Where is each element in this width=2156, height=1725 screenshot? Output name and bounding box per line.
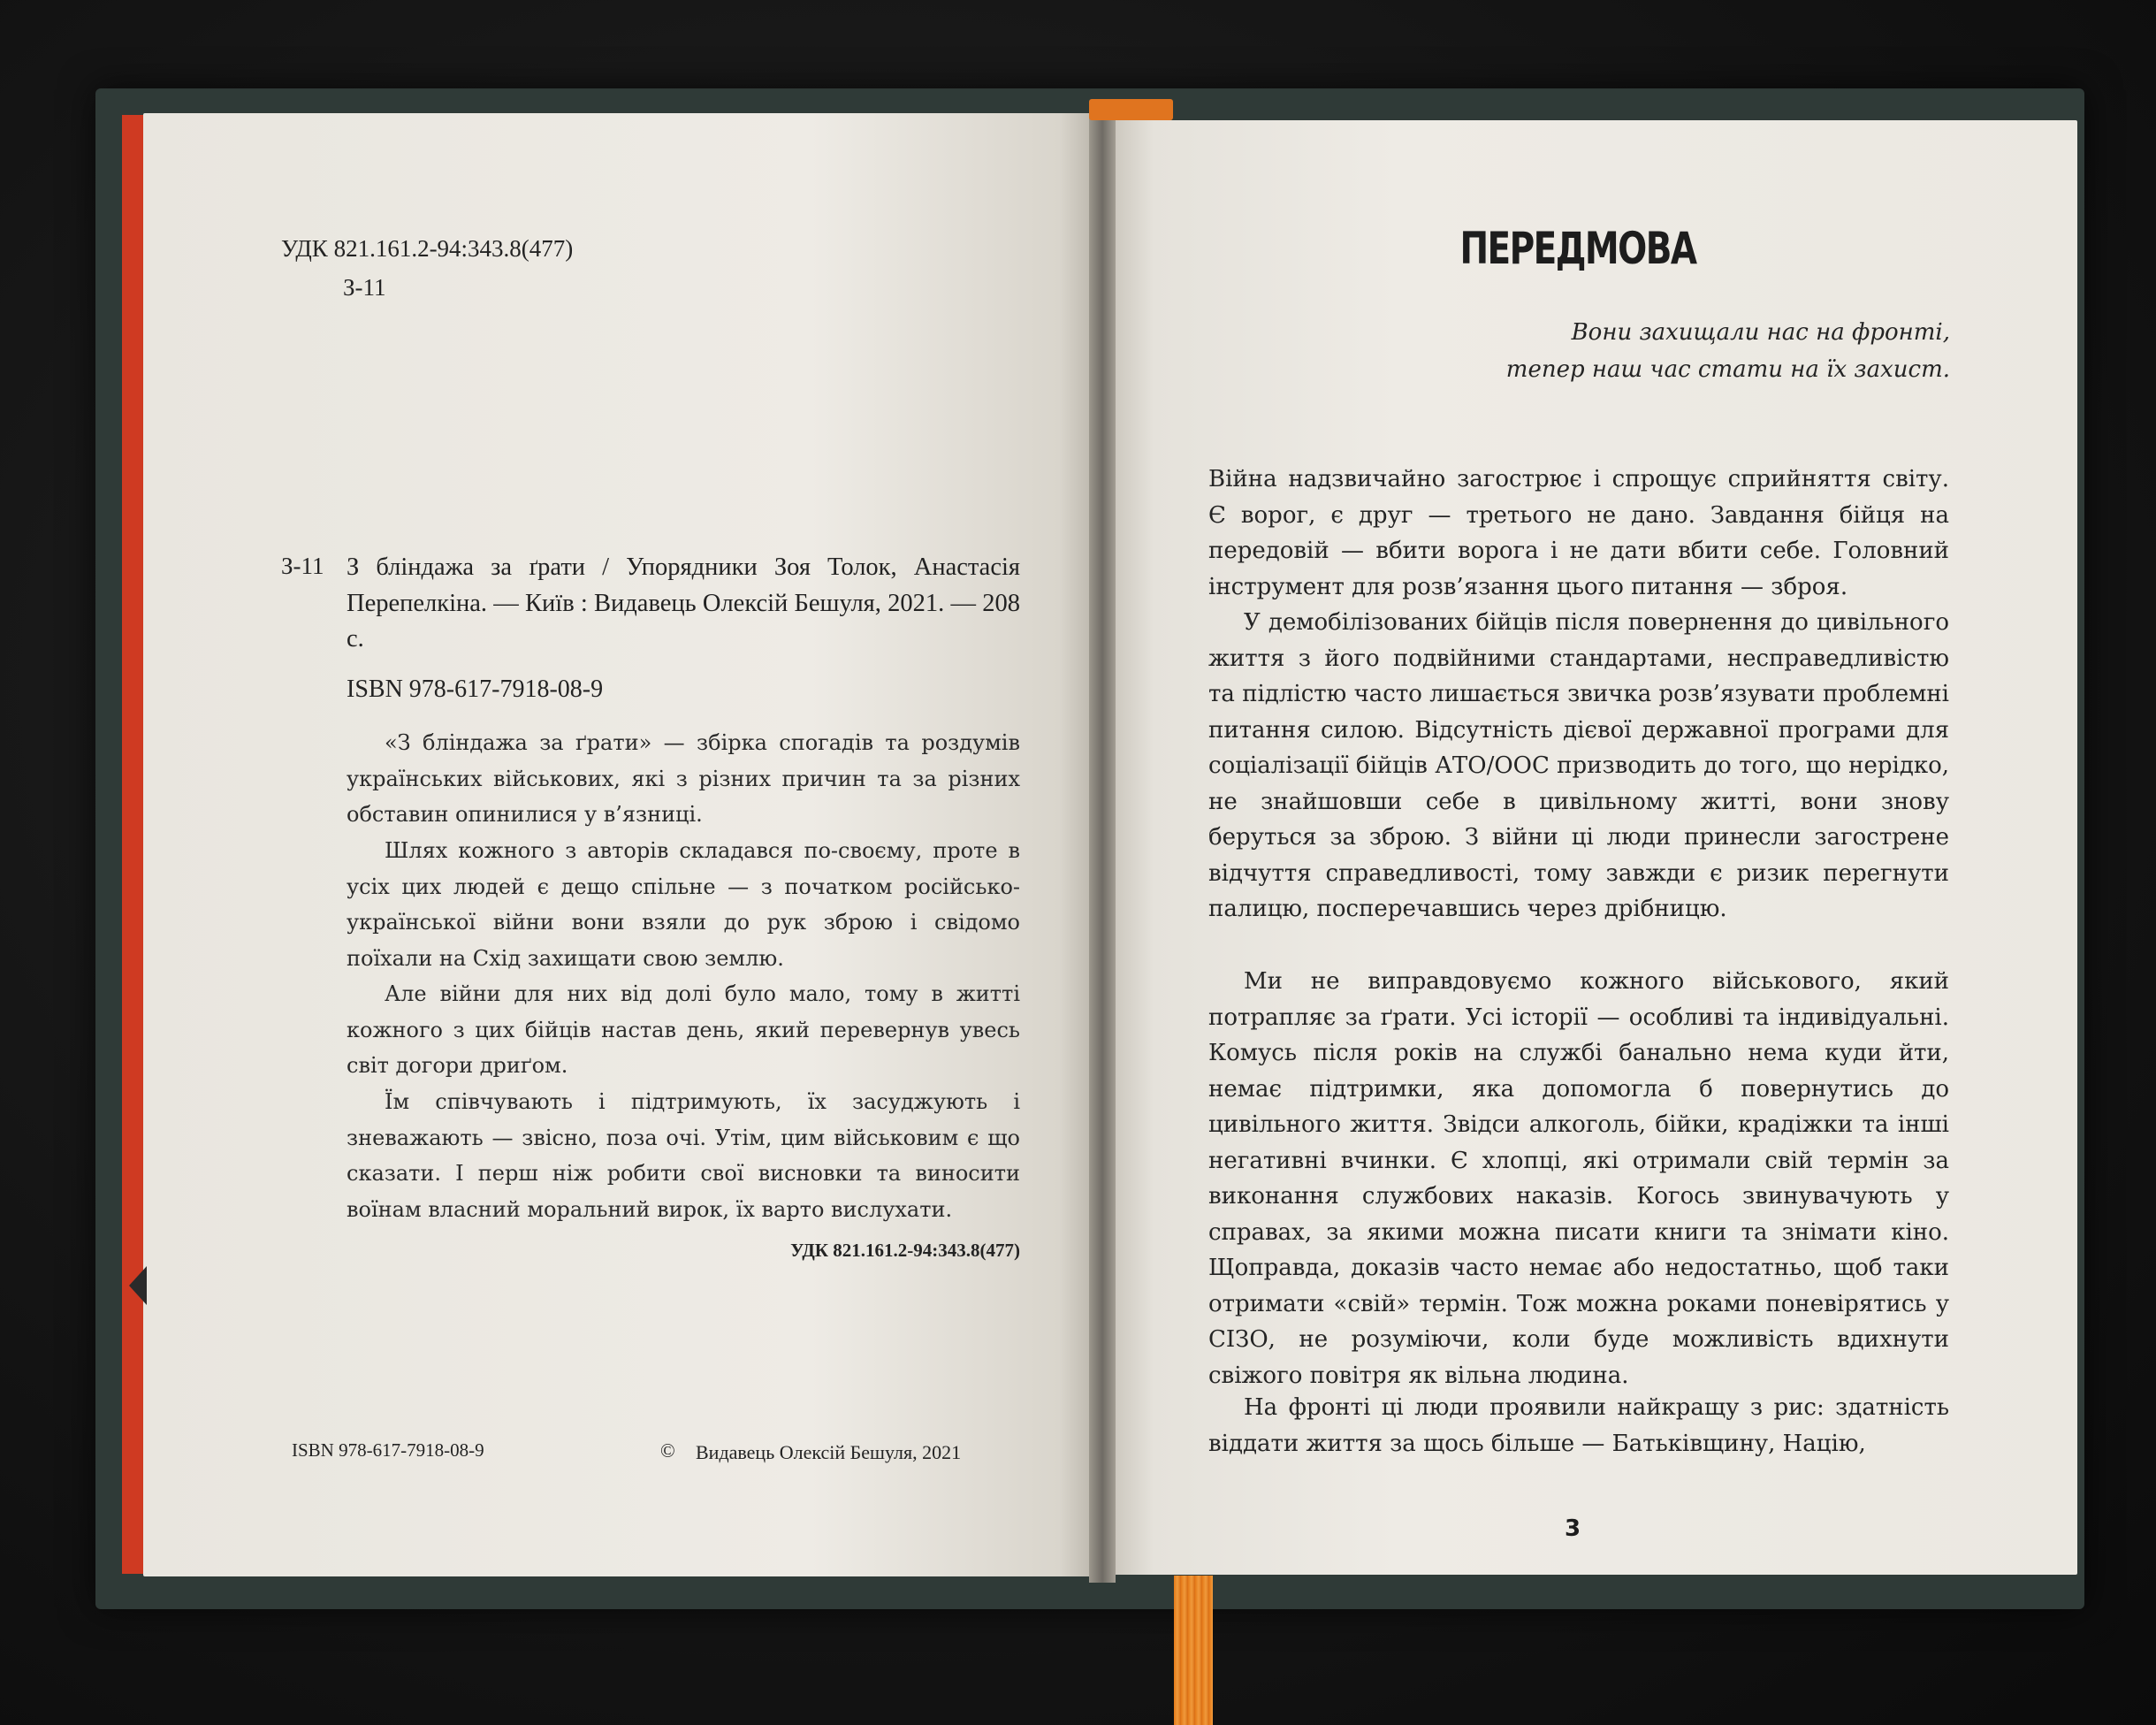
copyright-symbol: ©: [660, 1439, 675, 1462]
isbn-line: ISBN 978-617-7918-08-9: [347, 675, 604, 703]
copyright-text: Видавець Олексій Бешуля, 2021: [696, 1441, 962, 1463]
annotation-paragraph-1: «З бліндажа за ґрати» — збірка спогадів та роздумів українських військових, які з різних причин та за різних обставин опинилися у в’язниці.: [347, 730, 1020, 827]
bib-description: З бліндажа за ґрати / Упорядники Зоя Толок, Анастасія Перепелкіна. — Київ : Видавець Олексій Бешуля, 2021. — 208 с.: [347, 553, 1020, 653]
bookmark-ribbon-top: [1089, 99, 1173, 120]
udk-code-bottom: УДК 821.161.2-94:343.8(477): [790, 1240, 1020, 1261]
author-mark-top: З-11: [343, 274, 386, 301]
preface-paragraph-2: У демобілізованих бійців після повернення до цивільного життя з його подвійними стандартами, несправедливістю та підлістю часто лишається звичка розв’язувати проблемні питання силою. Відсутність дієвої державної програми для соціалізації бійців АТО/ООС призводить до того, що нерідко, не знайшовши себе в цивільному житті, вони знову беруться за зброю. З війни ці люди принесли загострене відчуття справедливості, тому завжди є ризик перегнути палицю, посперечавшись через дрібницю.: [1208, 609, 1949, 922]
preface-paragraph-4: На фронті ці люди проявили найкращу з рис: здатність віддати життя за щось більше — Батьківщину, Націю,: [1208, 1394, 1949, 1457]
epigraph-line-1: Вони захищали нас на фронті,: [1571, 319, 1950, 346]
annotation-paragraph-4: Їм співчувають і підтримують, їх засуджують і зневажають — звісно, поза очі. Утім, цим військовим є що сказати. І перш ніж робити свої висновки та виносити воїнам власний моральний вирок, їх варто вислухати.: [347, 1089, 1020, 1222]
isbn-footer: ISBN 978-617-7918-08-9: [292, 1439, 484, 1461]
page-title: ПЕРЕДМОВА: [1459, 223, 1696, 274]
book-gutter: [1089, 106, 1116, 1583]
epigraph-line-2: тепер наш час стати на їх захист.: [1505, 356, 1950, 383]
preface-paragraph-3: Ми не виправдовуємо кожного військового, який потрапляє за ґрати. Усі історії — особливі та індивідуальні. Комусь після років на службі банально нема куди йти, немає підтримки, яка допомогла б повернутись до цивільного життя. Звідси алкоголь, бійки, крадіжки та інші негативні вчинки. Є хлопці, які отримали свій термін за виконання службових наказів. Когось звинувачують у справах, за якими можна писати книги та знімати кіно. Щоправда, доказів часто немає або недостатньо, щоб таки отримати «свій» термін. Тож можна роками поневірятись у СІЗО, не розуміючи, коли буде можливість вдихнути свіжого повітря як вільна людина.: [1208, 968, 1949, 1389]
spine-triangle-icon: [129, 1266, 147, 1305]
preface-paragraph-1: Війна надзвичайно загострює і спрощує сприйняття світу. Є ворог, є друг — третього не дано. Завдання бійця на передовій — вбити ворога і не дати вбити себе. Головний інструмент для розв’язання цього питання — зброя.: [1208, 466, 1949, 600]
bib-mark: З-11: [281, 553, 324, 579]
bookmark-ribbon: [1174, 1576, 1213, 1725]
epigraph: [1326, 314, 1950, 388]
page-number: 3: [1564, 1515, 1581, 1542]
annotation-paragraph-3: Але війни для них від долі було мало, тому в житті кожного з цих бійців настав день, який перевернув увесь світ догори дриґом.: [347, 981, 1020, 1078]
annotation-paragraph-2: Шлях кожного з авторів складався по-своєму, проте в усіх цих людей є дещо спільне — з початком російсько-української війни вони взяли до рук зброю і свідомо поїхали на Схід захищати свою землю.: [347, 838, 1020, 971]
udk-code-top: УДК 821.161.2-94:343.8(477): [281, 235, 574, 262]
